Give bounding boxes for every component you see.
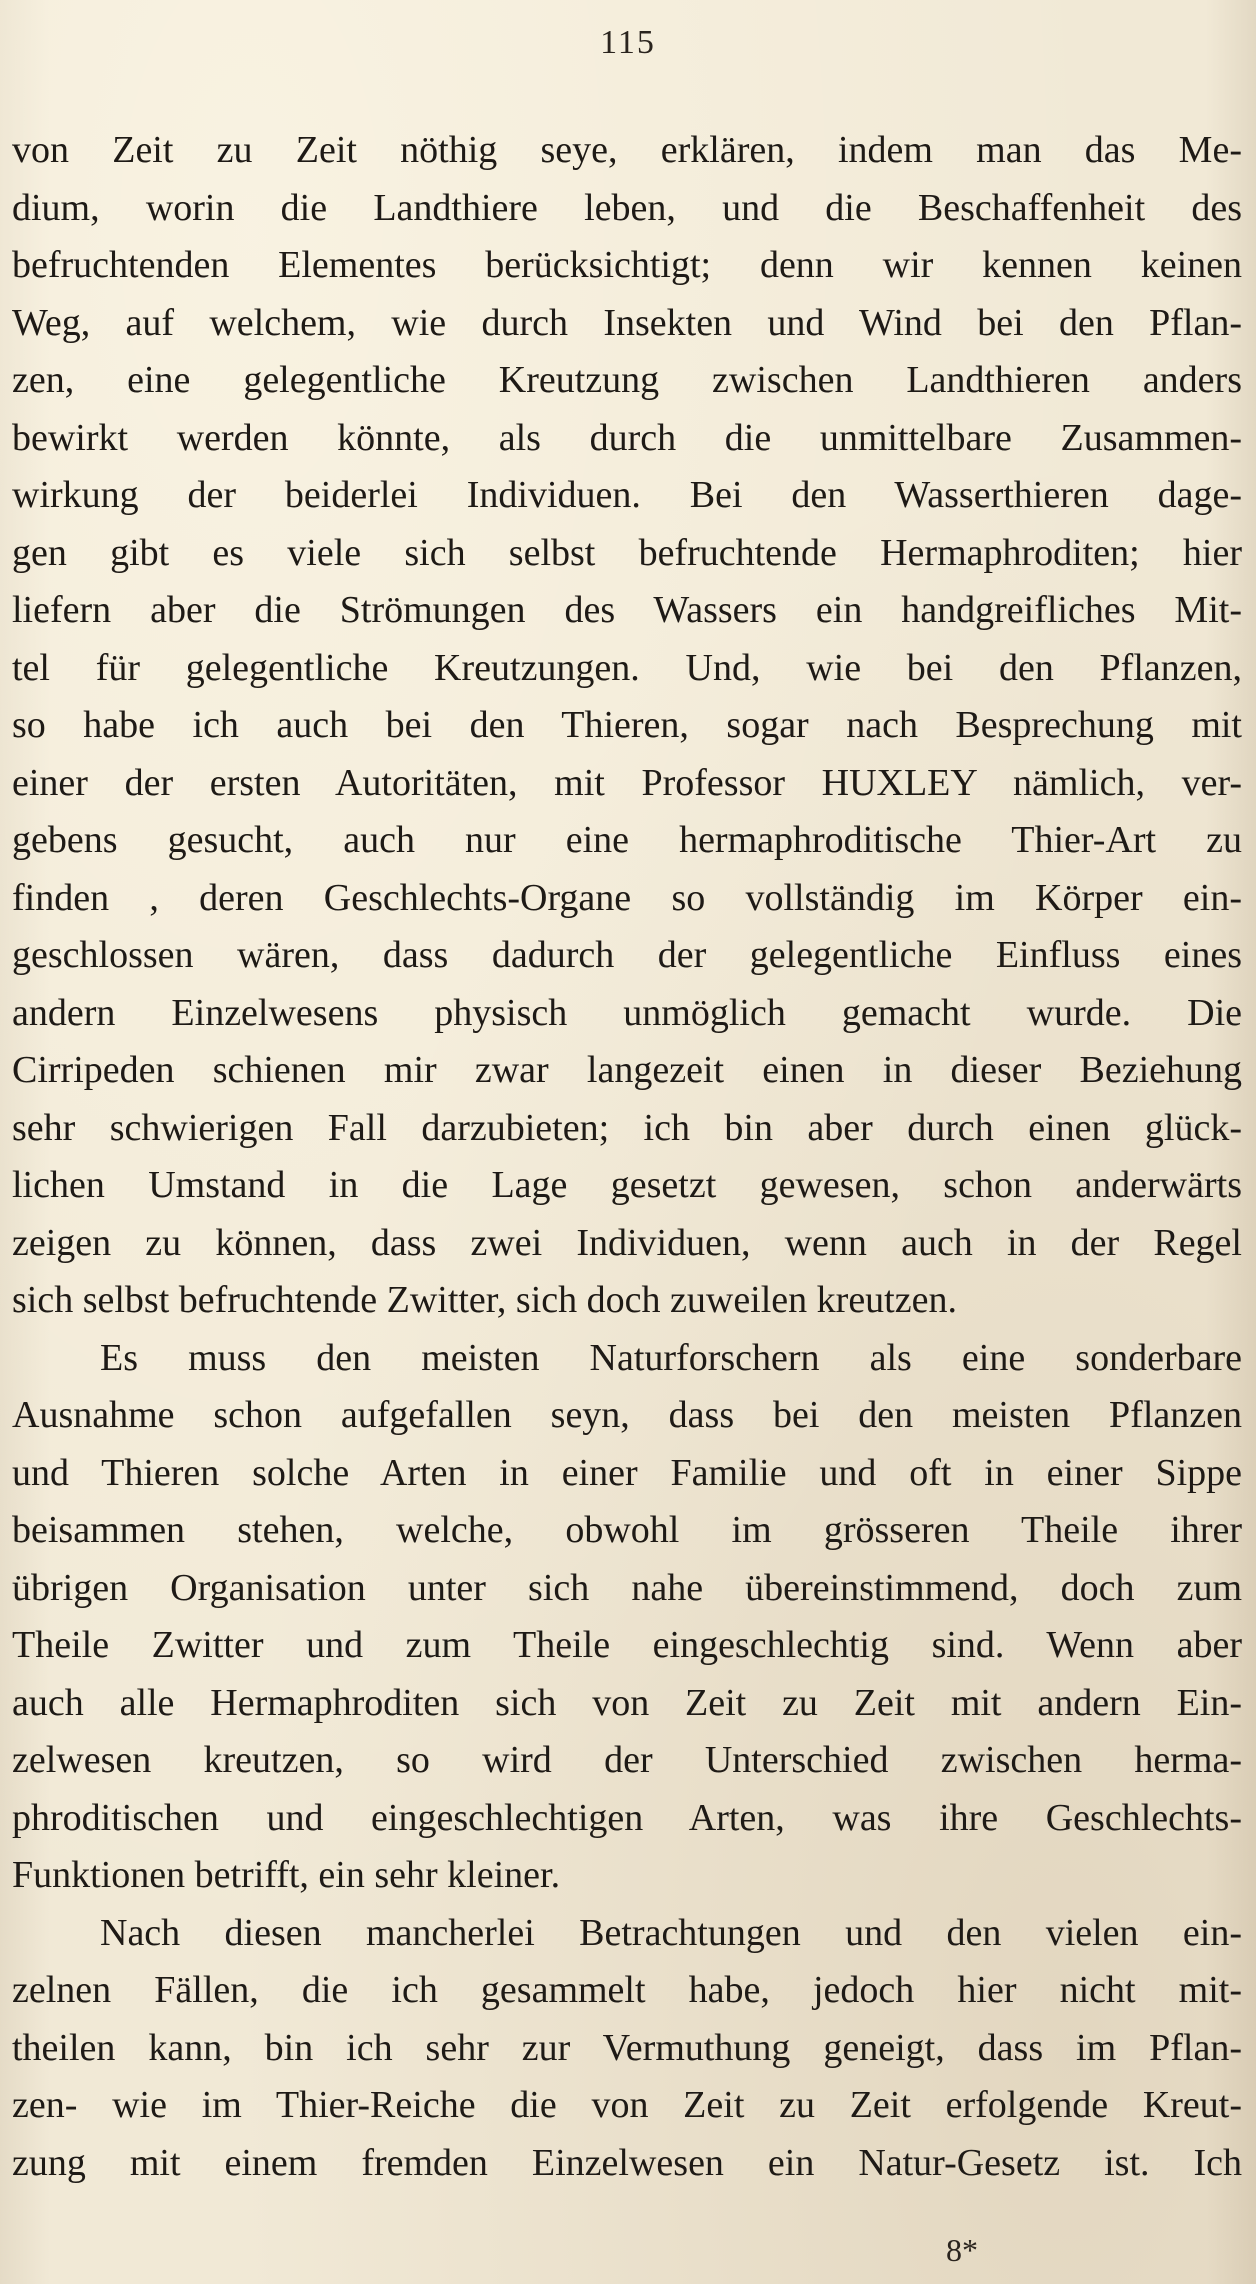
- text-line: sehr schwierigen Fall darzubieten; ich bin aber durch einen glück-: [12, 1106, 1242, 1149]
- text-line: Theile Zwitter und zum Theile eingeschlechtig sind. Wenn aber: [12, 1624, 1242, 1666]
- text-line: lichen Umstand in die Lage gesetzt gewesen, schon anderwärts: [12, 1164, 1242, 1206]
- text-line: geschlossen wären, dass dadurch der gelegentliche Einfluss eines: [12, 934, 1242, 976]
- text-line: zelnen Fällen, die ich gesammelt habe, jedoch hier nicht mit-: [12, 1969, 1242, 2011]
- text-line: zelwesen kreutzen, so wird der Unterschied zwischen herma-: [12, 1739, 1242, 1781]
- text-line: Ausnahme schon aufgefallen seyn, dass bei den meisten Pflanzen: [12, 1394, 1242, 1436]
- text-line: sich selbst befruchtende Zwitter, sich doch zuweilen kreutzen.: [12, 1279, 957, 1321]
- text-line: gebens gesucht, auch nur eine hermaphroditische Thier-Art zu: [12, 819, 1242, 861]
- page-number: 115: [600, 24, 656, 61]
- text-line: dium, worin die Landthiere leben, und die Beschaffenheit des: [12, 186, 1242, 229]
- text-line: Es muss den meisten Naturforschern als eine sonderbare: [100, 1336, 1242, 1379]
- text-line: Nach diesen mancherlei Betrachtungen und den vielen ein-: [100, 1911, 1242, 1954]
- text-line: gen gibt es viele sich selbst befruchtende Hermaphroditen; hier: [12, 531, 1242, 574]
- text-line: bewirkt werden könnte, als durch die unmittelbare Zusammen-: [12, 416, 1242, 459]
- signature-mark: 8*: [946, 2232, 978, 2268]
- text-line: Funktionen betrifft, ein sehr kleiner.: [12, 1854, 561, 1896]
- text-line: wirkung der beiderlei Individuen. Bei den Wasserthieren dage-: [12, 474, 1242, 516]
- text-line: übrigen Organisation unter sich nahe übereinstimmend, doch zum: [12, 1566, 1242, 1609]
- text-line: finden , deren Geschlechts-Organe so vollständig im Körper ein-: [12, 876, 1242, 919]
- text-line: tel für gelegentliche Kreutzungen. Und, wie bei den Pflanzen,: [12, 646, 1242, 689]
- text-line: Cirripeden schienen mir zwar langezeit einen in dieser Beziehung: [12, 1049, 1242, 1091]
- text-line: theilen kann, bin ich sehr zur Vermuthung geneigt, dass im Pflan-: [12, 2026, 1242, 2069]
- text-line: liefern aber die Strömungen des Wassers ein handgreifliches Mit-: [12, 589, 1242, 631]
- text-line: Weg, auf welchem, wie durch Insekten und Wind bei den Pflan-: [12, 301, 1242, 344]
- text-line: andern Einzelwesens physisch unmöglich gemacht wurde. Die: [12, 991, 1242, 1034]
- text-line: befruchtenden Elementes berücksichtigt; denn wir kennen keinen: [12, 244, 1242, 286]
- text-line: zen- wie im Thier-Reiche die von Zeit zu Zeit erfolgende Kreut-: [12, 2084, 1242, 2126]
- text-line: phroditischen und eingeschlechtigen Arten, was ihre Geschlechts-: [12, 1796, 1242, 1839]
- text-line: auch alle Hermaphroditen sich von Zeit zu Zeit mit andern Ein-: [12, 1681, 1242, 1724]
- text-line: und Thieren solche Arten in einer Familie und oft in einer Sippe: [12, 1451, 1242, 1494]
- body-text: [12, 122, 1242, 2192]
- text-line: zeigen zu können, dass zwei Individuen, wenn auch in der Regel: [12, 1221, 1242, 1264]
- text-line: einer der ersten Autoritäten, mit Professor HUXLEY nämlich, ver-: [12, 761, 1242, 804]
- text-line: so habe ich auch bei den Thieren, sogar nach Besprechung mit: [12, 704, 1242, 746]
- text-line: zung mit einem fremden Einzelwesen ein Natur-Gesetz ist. Ich: [12, 2141, 1242, 2184]
- text-line: beisammen stehen, welche, obwohl im grösseren Theile ihrer: [12, 1509, 1242, 1551]
- text-line: von Zeit zu Zeit nöthig seye, erklären, indem man das Me-: [12, 129, 1242, 171]
- text-line: zen, eine gelegentliche Kreutzung zwischen Landthieren anders: [12, 359, 1242, 401]
